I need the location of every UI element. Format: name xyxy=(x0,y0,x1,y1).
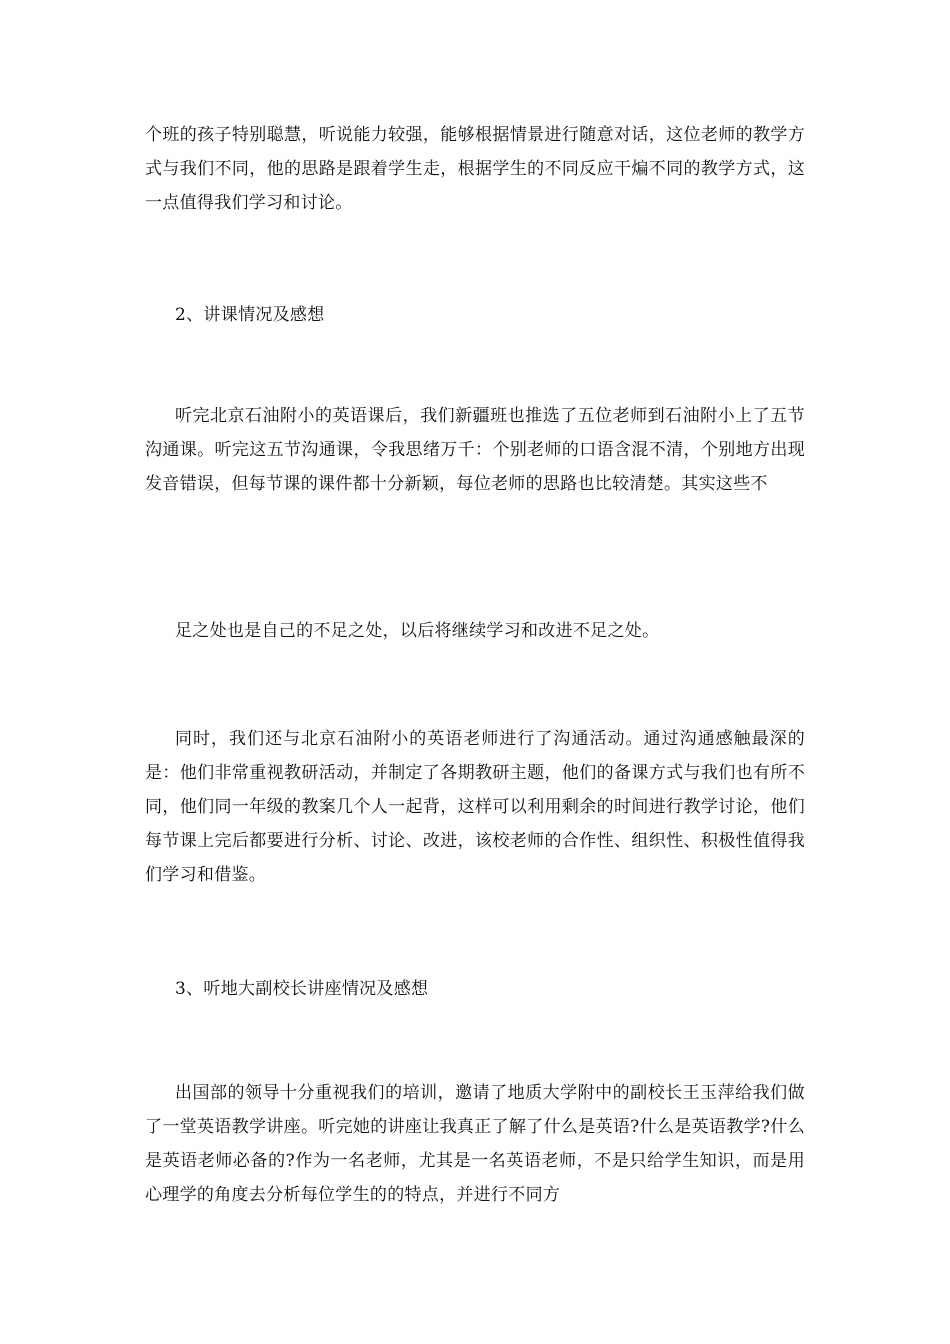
paragraph-shortcomings: 足之处也是自己的不足之处，以后将继续学习和改进不足之处。 xyxy=(175,621,660,641)
paragraph-seminar: 出国部的领导十分重视我们的培训，邀请了地质大学附中的副校长王玉萍给我们做了一堂英语教学讲座。听完她的讲座让我真正了解了什么是英语?什么是英语教学?什么是英语老师必备的?作为一名老师，尤其是一名英语老师，不是只给学生知识，而是用心理学的角度去分析每位学生的的特点，并进行不同方 xyxy=(145,1083,805,1205)
section-heading-3: 3、听地大副校长讲座情况及感想 xyxy=(175,979,429,999)
paragraph-communication: 同时，我们还与北京石油附小的英语老师进行了沟通活动。通过沟通感触最深的是：他们非常重视教研活动，并制定了各期教研主题，他们的备课方式与我们也有所不同，他们同一年级的教案几个人一起背，这样可以利用剩余的时间进行教学讨论，他们每节课上完后都要进行分析、讨论、改进，该校老师的合作性、组织性、积极性值得我们学习和借鉴。 xyxy=(145,729,805,885)
paragraph-continuation: 个班的孩子特别聪慧，听说能力较强，能够根据情景进行随意对话，这位老师的教学方式与我们不同，他的思路是跟着学生走，根据学生的不同反应干煸不同的教学方式，这一点值得我们学习和讨论。 xyxy=(145,125,805,213)
paragraph-lecture: 听完北京石油附小的英语课后，我们新疆班也推选了五位老师到石油附小上了五节沟通课。听完这五节沟通课，令我思绪万千：个别老师的口语含混不清，个别地方出现发音错误，但每节课的课件都十分新颖，每位老师的思路也比较清楚。其实这些不 xyxy=(145,406,805,494)
section-heading-2: 2、讲课情况及感想 xyxy=(175,305,325,325)
